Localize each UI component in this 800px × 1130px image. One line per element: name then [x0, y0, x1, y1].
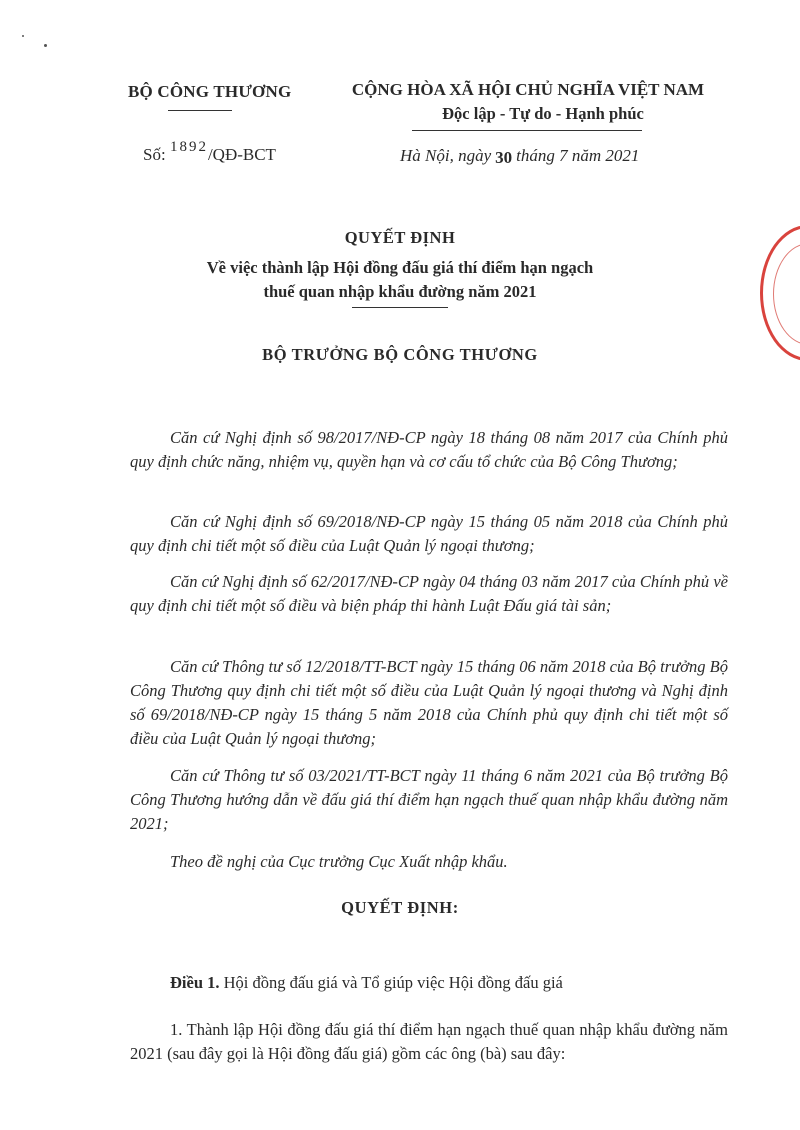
document-title: QUYẾT ĐỊNH	[344, 228, 456, 247]
doc-number-suffix: /QĐ-BCT	[207, 145, 276, 164]
document-number	[143, 139, 276, 165]
legal-basis-2: Căn cứ Nghị định số 69/2018/NĐ-CP ngày 15 tháng 05 năm 2018 của Chính phủ quy định chi tiết một số điều của Luật Quản lý ngoại thương;	[130, 512, 728, 555]
legal-basis-1: Căn cứ Nghị định số 98/2017/NĐ-CP ngày 18 tháng 08 năm 2017 của Chính phủ quy định chức năng, nhiệm vụ, quyền hạn và cơ cấu tổ chức của Bộ Công Thương;	[130, 428, 728, 471]
legal-basis-4: Căn cứ Thông tư số 12/2018/TT-BCT ngày 15 tháng 06 năm 2018 của Bộ trưởng Bộ Công Thương quy định chi tiết một số điều của Luật Quản lý ngoại thương và Nghị định số 69/2018/NĐ-CP ngày 15 tháng 5 năm 2018 của Chính phủ quy định chi tiết một số điều của Luật Quản lý ngoại thương;	[130, 657, 728, 748]
subject-line-2: thuế quan nhập khẩu đường năm 2021	[263, 282, 537, 301]
article-1-label: Điều 1.	[170, 973, 220, 992]
legal-basis-proposal: Theo đề nghị của Cục trưởng Cục Xuất nhập khẩu.	[170, 852, 508, 871]
article-1-clause-1: 1. Thành lập Hội đồng đấu giá thí điểm hạn ngạch thuế quan nhập khẩu đường năm 2021 (sau đây gọi là Hội đồng đấu giá) gồm các ông (bà) sau đây:	[130, 1020, 728, 1063]
date-month-year: tháng 7 năm 2021	[516, 146, 640, 165]
article-1-title: Hội đồng đấu giá và Tổ giúp việc Hội đồng đấu giá	[219, 973, 563, 992]
decision-heading: QUYẾT ĐỊNH:	[341, 898, 459, 917]
national-header	[318, 80, 738, 124]
date-day: 30	[495, 148, 513, 167]
article-1-heading	[170, 973, 563, 993]
ministry-name: BỘ CÔNG THƯƠNG	[128, 82, 292, 101]
nation-name: CỘNG HÒA XÃ HỘI CHỦ NGHĨA VIỆT NAM	[351, 80, 705, 99]
date-line	[400, 146, 639, 166]
motto-underline	[412, 130, 642, 131]
subject-line-1: Về việc thành lập Hội đồng đấu giá thí điểm hạn ngạch	[206, 258, 594, 277]
motto: Độc lập - Tự do - Hạnh phúc	[442, 104, 644, 123]
ministry-underline	[168, 110, 232, 111]
date-place: Hà Nội, ngày	[400, 146, 492, 165]
legal-basis-5: Căn cứ Thông tư số 03/2021/TT-BCT ngày 11 tháng 6 năm 2021 của Bộ trưởng Bộ Công Thương hướng dẫn về đấu giá thí điểm hạn ngạch thuế quan nhập khẩu đường năm 2021;	[130, 766, 728, 833]
document-subject	[0, 256, 800, 304]
scan-speck	[22, 35, 24, 37]
doc-number-prefix: Số:	[143, 145, 166, 164]
legal-basis-3: Căn cứ Nghị định số 62/2017/NĐ-CP ngày 04 tháng 03 năm 2017 của Chính phủ về quy định chi tiết một số điều và biện pháp thi hành Luật Đấu giá tài sản;	[130, 572, 728, 615]
subject-underline	[352, 307, 448, 308]
doc-number-value: 1892	[169, 139, 208, 155]
issuing-authority: BỘ TRƯỞNG BỘ CÔNG THƯƠNG	[262, 345, 538, 364]
scan-speck	[44, 44, 47, 47]
